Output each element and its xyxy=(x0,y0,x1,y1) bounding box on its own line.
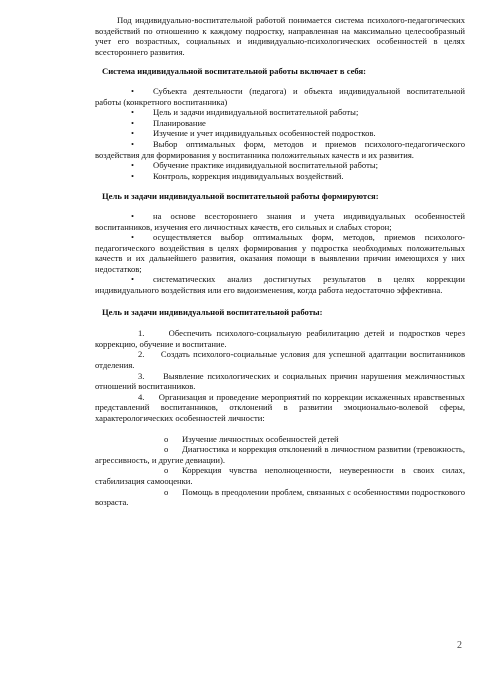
item-number: 3. xyxy=(138,370,145,381)
numbered-item: 4. Организация и проведение мероприятий по коррекции искаженных нравственных представлений воспитанников, отклонений в развитии эмоционально-волевой сферы, характерологических особенностей личности: xyxy=(95,391,465,423)
section-heading-system: Система индивидуальной воспитательной работы включает в себя: xyxy=(102,66,367,77)
bullet-marker: • xyxy=(131,128,135,139)
bullet-marker: • xyxy=(131,170,135,181)
intro-paragraph: Под индивидуально-воспитательной работой понимается система психолого-педагогических воздействий по отношению к каждому подростку, направленная на максимально целесообразный учет его возрастных, социальных и индивидуально-психологических особенностей в целях всестороннего развития. xyxy=(95,15,465,57)
sub-list-item: o Помощь в преодолении проблем, связанных с особенностями подросткового возраста. xyxy=(95,486,465,508)
list-item: • Выбор оптимальных форм, методов и приемов психолого-педагогического воздействия для формирования у воспитанника положительных качеств и их развития. xyxy=(95,138,465,160)
list-item: • Цель и задачи индивидуальной воспитательной работы; xyxy=(131,107,359,118)
list-item: • Планирование xyxy=(131,117,206,128)
list-item: • Субъекта деятельности (педагога) и объекта индивидуальной воспитательной работы (конкретного воспитанника) xyxy=(95,85,465,107)
sub-list-item: o Диагностика и коррекция отклонений в личностном развитии (тревожность, агрессивность, и другие девиации). xyxy=(95,444,465,465)
sub-list-item: o Изучение личностных особенностей детей xyxy=(164,433,339,444)
numbered-item: 2. Создать психолого-социальные условия для успешной адаптации воспитанников отделения. xyxy=(95,349,465,371)
list-item: • Контроль, коррекция индивидуальных воздействий. xyxy=(131,170,344,181)
list-item: • осуществляется выбор оптимальных форм, методов, приемов психолого-педагогического воздействия в целях формирования у подростка необходимых положительных качеств и их дальнейшего развития, оказания помощи в выявлении причин имеющихся у них недостатков; xyxy=(95,232,465,274)
bullet-marker: • xyxy=(131,160,135,171)
sub-list-item: o Коррекция чувства неполноценности, неуверенности в своих силах, стабилизация самооценки. xyxy=(95,465,465,486)
item-number: 1. xyxy=(138,328,145,339)
bullet-marker: • xyxy=(131,274,135,285)
list-item: • Изучение и учет индивидуальных особенностей подростков. xyxy=(131,128,376,139)
bullet-marker: • xyxy=(131,232,135,243)
numbered-item: 3. Выявление психологических и социальных причин нарушения межличностных отношений воспитанников. xyxy=(95,370,465,392)
sub-list xyxy=(95,434,465,508)
document-body xyxy=(95,15,465,508)
bullet-marker: • xyxy=(131,210,135,221)
section-heading-goals: Цель и задачи индивидуальной воспитательной работы: xyxy=(102,306,323,317)
bullet-marker: • xyxy=(131,107,135,118)
bullet-marker: • xyxy=(131,138,135,149)
numbered-item: 1. Обеспечить психолого-социальную реабилитацию детей и подростков через коррекцию, обучение и воспитание. xyxy=(95,328,466,349)
page-number: 2 xyxy=(457,640,462,651)
item-number: 4. xyxy=(138,391,145,402)
sub-marker: o xyxy=(164,444,169,455)
list-item: • Обучение практике индивидуальной воспитательной работы; xyxy=(131,160,378,171)
item-number: 2. xyxy=(138,349,145,360)
bullet-marker: • xyxy=(131,117,135,128)
sub-marker: o xyxy=(164,465,169,476)
list-item: • на основе всестороннего знания и учета индивидуальных особенностей воспитанников, изучения его личностных качеств, его сильных и слабых сторон; xyxy=(95,210,465,232)
sub-marker: o xyxy=(164,433,169,444)
sub-marker: o xyxy=(164,486,169,497)
section-heading-goals-formed: Цель и задачи индивидуальной воспитательной работы формируются: xyxy=(102,191,379,202)
bullet-marker: • xyxy=(131,85,135,96)
list-item: • систематических анализ достигнутых результатов в целях коррекции индивидуального воздействия или его видоизменения, когда работа недостаточно эффективна. xyxy=(95,274,465,296)
